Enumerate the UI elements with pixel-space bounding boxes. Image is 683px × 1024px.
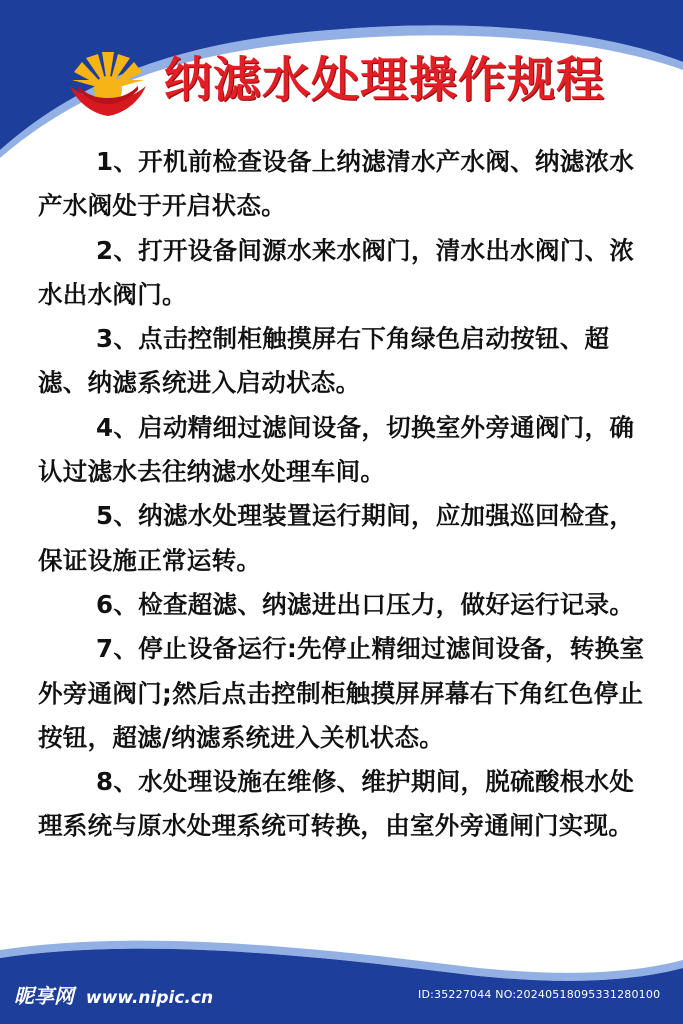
- rule-item-5: 5、纳滤水处理装置运行期间，应加强巡回检查，保证设施正常运转。: [38, 501, 635, 575]
- rule-item-1: 1、开机前检查设备上纳滤清水产水阀、纳滤浓水产水阀处于开启状态。: [38, 147, 635, 221]
- rule-item-4: 4、启动精细过滤间设备，切换室外旁通阀门，确认过滤水去往纳滤水处理车间。: [38, 412, 635, 487]
- rule-item-6: 6、检查超滤、纳滤进出口压力，做好运行记录。: [96, 589, 635, 619]
- rule-item-3: 3、点击控制柜触摸屏右下角绿色启动按钮、超滤、纳滤系统进入启动状态。: [38, 324, 610, 398]
- footer-brand: 昵享网: [14, 984, 74, 1008]
- rules-list: [0, 140, 683, 849]
- shell-sun-logo-icon: [68, 46, 148, 118]
- rule-item-2: 2、打开设备间源水来水阀门，清水出水阀门、浓水出水阀门。: [38, 235, 635, 309]
- footer-id: ID:35227044 NO:20240518095331280100: [418, 988, 661, 1001]
- footer-url: www.nipic.cn: [85, 988, 214, 1008]
- footer-site-watermark: [14, 980, 213, 1009]
- page-title: 纳滤水处理操作规程: [164, 52, 606, 108]
- rule-item-7: 7、停止设备运行:先停止精细过滤间设备，转换室外旁通阀门;然后点击控制柜触摸屏屏幕右下角红色停止按钮，超滤/纳滤系统进入关机状态。: [38, 634, 645, 752]
- rule-item-8: 8、水处理设施在维修、维护期间，脱硫酸根水处理系统与原水处理系统可转换，由室外旁通闸门实现。: [38, 767, 635, 841]
